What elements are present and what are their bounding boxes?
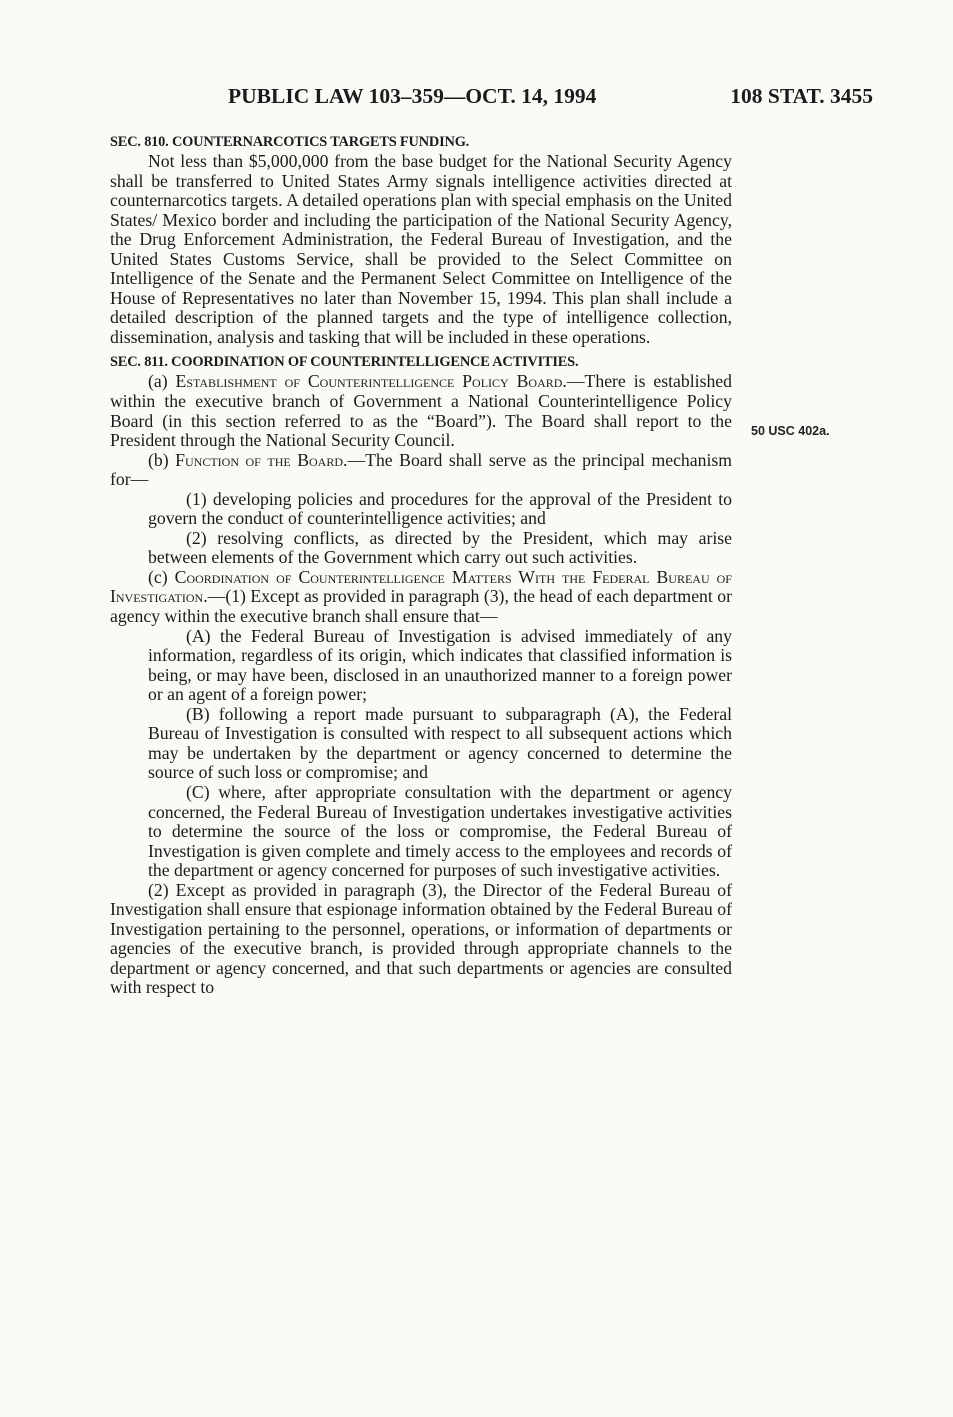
- paragraph-c-2: (2) Except as provided in paragraph (3), the Director of the Federal Bureau of Investigation shall ensure that espionage information obtained by the Federal Bureau of Investigation pertaining to the personnel, operations, or information of departments or agencies of the executive branch, is provided through appropriate channels to the department or agency concerned, and that such departments or agencies are consulted with respect to: [110, 879, 732, 998]
- subsection-c-title: Coordination of Counterintelligence Matters With the Federal Bureau of Investigation.: [110, 566, 732, 607]
- subsection-b-text: —The Board shall serve as the principal mechanism for—: [110, 449, 733, 490]
- subparagraph-c-1-C: (C) where, after appropriate consultation with the department or agency concerned, the Federal Bureau of Investigation undertakes investigative activities to determine the source of the loss or compromise, the Federal Bureau of Investigation is given complete and timely access to the employees and records of the department or agency concerned for purposes of such investigative activities.: [148, 781, 732, 881]
- subsection-c: [110, 568, 732, 627]
- section-811-heading: SEC. 811. COORDINATION OF COUNTERINTELLIGENCE ACTIVITIES.: [110, 354, 579, 371]
- subsection-a-title: Establishment of Counterintelligence Policy Board.: [175, 371, 567, 392]
- subparagraph-c-1-A: (A) the Federal Bureau of Investigation is advised immediately of any information, regardless of its origin, which indicates that classified information is being, or may have been, disclosed in an unauthorized manner to a foreign power or an agent of a foreign power;: [148, 625, 732, 705]
- subsection-a-label: (a): [148, 371, 176, 392]
- public-law-citation: PUBLIC LAW 103–359—OCT. 14, 1994: [228, 84, 597, 108]
- subsection-c-label: (c): [148, 566, 175, 587]
- subsection-b-title: Function of the Board.: [175, 449, 348, 470]
- subsection-b-label: (b): [148, 449, 176, 470]
- margin-usc-citation: 50 USC 402a.: [751, 424, 830, 438]
- document-body: [110, 132, 732, 998]
- section-810-heading: SEC. 810. COUNTERNARCOTICS TARGETS FUNDING.: [110, 134, 470, 150]
- subsection-a-text: —There is established within the executive branch of Government a National Counterintelligence Policy Board (in this section referred to as the “Board”). The Board shall report to the President through the National Security Council.: [110, 371, 732, 451]
- page-header: [110, 84, 875, 114]
- subsection-a: [110, 372, 732, 450]
- paragraph-b-1: (1) developing policies and procedures for the approval of the President to govern the conduct of counterintelligence activities; and: [148, 488, 732, 529]
- subparagraph-c-1-B: (B) following a report made pursuant to subparagraph (A), the Federal Bureau of Investigation is consulted with respect to all subsequent actions which may be undertaken by the department or agency concerned to determine the source of such loss or compromise; and: [148, 703, 732, 783]
- paragraph-b-2: (2) resolving conflicts, as directed by the President, which may arise between elements of the Government which carry out such activities.: [148, 527, 732, 568]
- subsection-b: [110, 451, 732, 490]
- statutes-page-number: 108 STAT. 3455: [730, 84, 873, 108]
- section-810-text: Not less than $5,000,000 from the base budget for the National Security Agency shall be transferred to United States Army signals intelligence activities directed at counternarcotics targets. A detailed operations plan with special emphasis on the United States/ Mexico border and including the participation of the National Security Agency, the Drug Enforcement Administration, the Federal Bureau of Investigation, and the United States Customs Service, shall be provided to the Select Committee on Intelligence of the Senate and the Permanent Select Committee on Intelligence of the House of Representatives no later than November 15, 1994. This plan shall include a detailed description of the planned targets and the type of intelligence collection, dissemination, analysis and tasking that will be included in these operations.: [110, 151, 732, 347]
- subsection-c-text: —(1) Except as provided in paragraph (3), the head of each department or agency within the executive branch shall ensure that—: [110, 586, 732, 627]
